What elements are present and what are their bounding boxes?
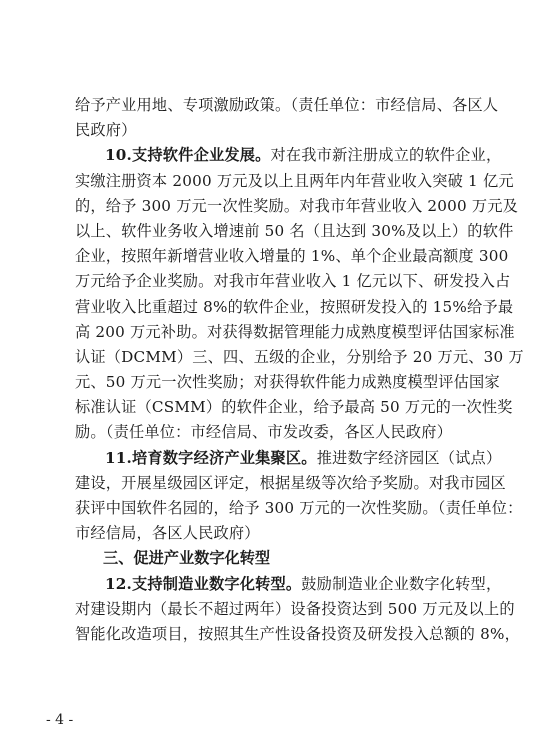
text-line: 元、50 万元一次性奖励；对获得软件能力成熟度模型评估国家 — [75, 373, 500, 392]
text-line: 标准认证（CSMM）的软件企业，给予最高 50 万元的一次性奖 — [75, 398, 513, 417]
text-line: 的，给予 300 万元一次性奖励。对我市年营业收入 2000 万元及 — [75, 196, 519, 215]
text-line: 以上、软件业务收入增速前 50 名（且达到 30%及以上）的软件 — [75, 221, 514, 240]
paragraph-continuation — [75, 93, 499, 143]
text-line: 认证（DCMM）三、四、五级的企业，分别给予 20 万元、30 万 — [75, 347, 524, 366]
item-text: 鼓励制造业企业数字化转型， — [301, 574, 502, 593]
item-title: 11.培育数字经济产业集聚区。 — [105, 448, 317, 467]
text-line: 励。（责任单位：市经信局、市发改委，各区人民政府） — [75, 423, 453, 442]
text-line: 获评中国软件名园的，给予 300 万元的一次性奖励。（责任单位： — [75, 499, 523, 517]
document-body — [75, 93, 524, 647]
text-line: 建设，开展星级园区评定，根据星级等次给予奖励。对我市园区 — [75, 473, 506, 492]
text-line: 实缴注册资本 2000 万元及以上且两年内年营业收入突破 1 亿元 — [75, 171, 514, 190]
text-line: 智能化改造项目，按照其生产性设备投资及研发投入总额的 8%， — [75, 624, 520, 643]
text-line: 高 200 万元补助。对获得数据管理能力成熟度模型评估国家标准 — [75, 322, 515, 341]
text-line: 市经信局，各区人民政府） — [75, 524, 260, 543]
text-line — [75, 143, 502, 168]
page-number: - 4 - — [46, 712, 74, 728]
text-line: 给予产业用地、专项激励政策。（责任单位：市经信局、各区人 — [75, 96, 499, 114]
item-text: 对在我市新注册成立的软件企业， — [270, 146, 502, 165]
text-line: 万元给予企业奖励。对我市年营业收入 1 亿元以下、研发投入占 — [75, 272, 511, 291]
paragraph-item-10 — [75, 143, 524, 445]
paragraph-item-12 — [75, 572, 520, 648]
text-line: 对建设期内（最长不超过两年）设备投资达到 500 万元及以上的 — [75, 599, 515, 618]
item-text: 推进数字经济园区（试点） — [316, 448, 502, 467]
text-line: 营业收入比重超过 8%的软件企业，按照研发投入的 15%给予最 — [75, 297, 514, 316]
item-title: 10.支持软件企业发展。 — [105, 146, 271, 165]
section-heading: 三、促进产业数字化转型 — [103, 549, 271, 568]
text-line — [75, 572, 502, 597]
paragraph-item-11 — [75, 446, 523, 547]
item-title: 12.支持制造业数字化转型。 — [105, 574, 302, 593]
text-line: 企业，按照年新增营业收入增量的 1%、单个企业最高额度 300 — [75, 247, 509, 266]
text-line — [75, 446, 502, 471]
text-line: 民政府） — [75, 121, 137, 140]
